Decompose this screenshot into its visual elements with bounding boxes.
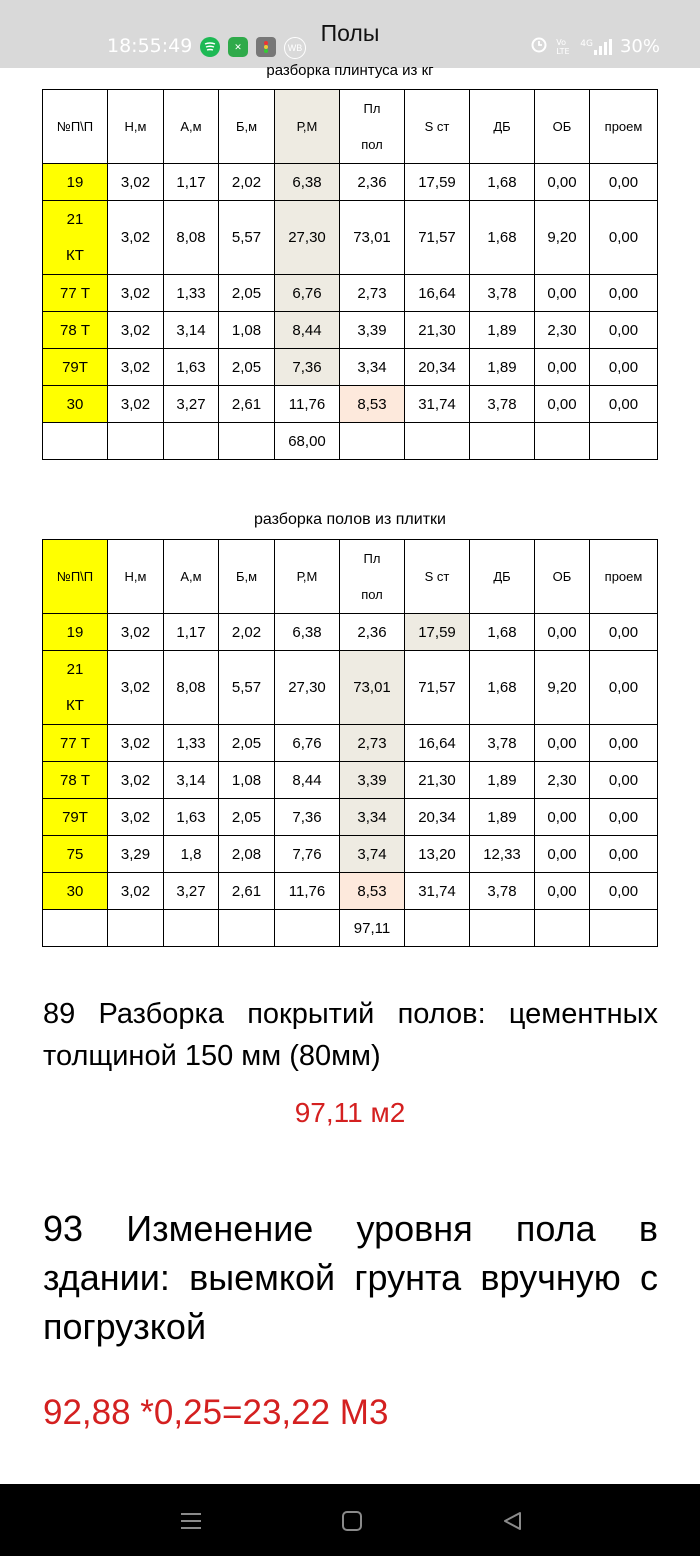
cell: 3,02 (108, 614, 164, 651)
table-row (43, 651, 658, 725)
cell: 21,30 (405, 762, 470, 799)
cell: 3,02 (108, 201, 164, 275)
cell: 0,00 (590, 762, 658, 799)
cell: 0,00 (535, 349, 590, 386)
cell: 3,02 (108, 164, 164, 201)
cell: 1,8 (164, 836, 219, 873)
room-cell: 79Т (43, 799, 108, 836)
cell (535, 910, 590, 947)
back-triangle-icon (501, 1510, 523, 1532)
item-93-result: 92,88 *0,25=23,22 М3 (43, 1393, 389, 1432)
cell: 3,39 (340, 312, 405, 349)
room-cell: 78 Т (43, 312, 108, 349)
cell: 1,63 (164, 799, 219, 836)
header-cell-text: Пл пол (361, 100, 383, 152)
cell: 73,01 (340, 651, 405, 725)
header-cell: А,м (164, 540, 219, 614)
cell: 6,76 (275, 275, 340, 312)
cell: 6,76 (275, 725, 340, 762)
cell (275, 910, 340, 947)
back-button[interactable] (497, 1506, 527, 1536)
cell: 0,00 (590, 201, 658, 275)
cell: 0,00 (535, 275, 590, 312)
room-cell: 30 (43, 386, 108, 423)
cell: 0,00 (590, 386, 658, 423)
page-title: Полы (320, 20, 380, 46)
header-cell: S ст (405, 90, 470, 164)
cell: 13,20 (405, 836, 470, 873)
table-header-row (43, 90, 658, 164)
cell: 2,05 (219, 725, 275, 762)
item-89-result: 97,11 м2 (294, 1097, 406, 1128)
cell: 3,39 (340, 762, 405, 799)
header-cell: ОБ (535, 540, 590, 614)
header-cell: S ст (405, 540, 470, 614)
volte-icon: Vo LTE (556, 37, 570, 56)
cell: 0,00 (535, 386, 590, 423)
cell (470, 423, 535, 460)
cell: 3,02 (108, 386, 164, 423)
cell: 1,89 (470, 312, 535, 349)
cell: 3,74 (340, 836, 405, 873)
cell: 3,14 (164, 762, 219, 799)
cell: 1,68 (470, 614, 535, 651)
cell: 0,00 (535, 873, 590, 910)
cell: 1,33 (164, 725, 219, 762)
cell: 3,27 (164, 873, 219, 910)
header-cell (340, 90, 405, 164)
cell: 2,08 (219, 836, 275, 873)
cell (590, 423, 658, 460)
table-row (43, 312, 658, 349)
cell: 6,38 (275, 164, 340, 201)
cell: 2,30 (535, 312, 590, 349)
cell (470, 910, 535, 947)
clock: 18:55:49 (107, 35, 193, 57)
header-cell: ДБ (470, 540, 535, 614)
cell: 0,00 (590, 164, 658, 201)
cell: 3,27 (164, 386, 219, 423)
cell: 8,44 (275, 762, 340, 799)
header-cell: Р,М (275, 540, 340, 614)
menu-icon (179, 1511, 203, 1531)
total-cell: 68,00 (275, 423, 340, 460)
cell (590, 910, 658, 947)
cell: 17,59 (405, 164, 470, 201)
header-cell: ОБ (535, 90, 590, 164)
cell: 2,30 (535, 762, 590, 799)
cell: 1,89 (470, 799, 535, 836)
cell: 17,59 (405, 614, 470, 651)
table-row (43, 762, 658, 799)
table-row (43, 164, 658, 201)
app-icon-green: ✕ (228, 37, 248, 57)
cell: 0,00 (535, 725, 590, 762)
cell: 2,36 (340, 614, 405, 651)
table-row (43, 386, 658, 423)
room-cell: 19 (43, 164, 108, 201)
recent-apps-button[interactable] (176, 1506, 206, 1536)
cell: 0,00 (590, 651, 658, 725)
cell (535, 423, 590, 460)
system-icons (530, 35, 660, 58)
cell (164, 910, 219, 947)
table-row (43, 799, 658, 836)
cell: 0,00 (590, 349, 658, 386)
room-cell: 30 (43, 873, 108, 910)
header-cell: Б,м (219, 540, 275, 614)
cell: 3,78 (470, 386, 535, 423)
header-cell: №П\П (43, 540, 108, 614)
room-cell: 79Т (43, 349, 108, 386)
cell: 2,73 (340, 275, 405, 312)
cell: 12,33 (470, 836, 535, 873)
header-cell: Р,М (275, 90, 340, 164)
room-cell: 78 Т (43, 762, 108, 799)
header-cell (340, 540, 405, 614)
cell (43, 910, 108, 947)
room-cell: 77 Т (43, 725, 108, 762)
table-row (43, 614, 658, 651)
table-row (43, 873, 658, 910)
cell: 31,74 (405, 386, 470, 423)
cell: 1,68 (470, 201, 535, 275)
cell: 0,00 (590, 275, 658, 312)
cell: 0,00 (535, 614, 590, 651)
cell: 3,78 (470, 275, 535, 312)
cell: 1,89 (470, 762, 535, 799)
cell: 2,05 (219, 349, 275, 386)
cell: 21,30 (405, 312, 470, 349)
total-cell: 97,11 (340, 910, 405, 947)
cell: 3,78 (470, 725, 535, 762)
room-cell: 19 (43, 614, 108, 651)
cell: 73,01 (340, 201, 405, 275)
cell: 0,00 (590, 873, 658, 910)
cell: 8,53 (340, 386, 405, 423)
cell: 11,76 (275, 873, 340, 910)
cell: 5,57 (219, 201, 275, 275)
cell: 6,38 (275, 614, 340, 651)
cell: 3,02 (108, 349, 164, 386)
header-cell-text: Пл пол (361, 550, 383, 602)
table-total-row (43, 423, 658, 460)
cell: 7,76 (275, 836, 340, 873)
cell: 20,34 (405, 799, 470, 836)
header-cell: проем (590, 540, 658, 614)
cell (219, 910, 275, 947)
cell (43, 423, 108, 460)
item-89-text: 89 Разборка покрытий полов: цементных толщиной 150 мм (80мм) (43, 998, 658, 1072)
cell: 9,20 (535, 201, 590, 275)
room-cell (43, 201, 108, 275)
cell: 3,02 (108, 651, 164, 725)
cell: 2,05 (219, 275, 275, 312)
cell: 71,57 (405, 201, 470, 275)
table-baseboard-demolition (42, 89, 658, 460)
header-cell: №П\П (43, 90, 108, 164)
signal-icon (580, 39, 612, 55)
cell: 2,02 (219, 614, 275, 651)
cell: 2,61 (219, 386, 275, 423)
cell: 1,17 (164, 164, 219, 201)
table-header-row (43, 540, 658, 614)
cell: 71,57 (405, 651, 470, 725)
cell: 0,00 (535, 836, 590, 873)
cell: 1,68 (470, 651, 535, 725)
cell (405, 423, 470, 460)
cell: 3,02 (108, 725, 164, 762)
header-cell: А,м (164, 90, 219, 164)
table-row (43, 275, 658, 312)
cell: 2,02 (219, 164, 275, 201)
table-row (43, 349, 658, 386)
table-tile-floor-demolition (42, 539, 658, 947)
battery-level: 30% (619, 36, 660, 57)
cell: 9,20 (535, 651, 590, 725)
cell: 1,17 (164, 614, 219, 651)
cell: 2,61 (219, 873, 275, 910)
cell: 3,34 (340, 799, 405, 836)
room-cell: 75 (43, 836, 108, 873)
cell (219, 423, 275, 460)
status-bar (0, 0, 700, 68)
cell: 2,05 (219, 799, 275, 836)
header-cell: Н,м (108, 90, 164, 164)
cell: 1,68 (470, 164, 535, 201)
table1-title: разборка плинтуса из кг (266, 62, 434, 79)
cell: 11,76 (275, 386, 340, 423)
table-row (43, 201, 658, 275)
cell: 8,44 (275, 312, 340, 349)
cell: 20,34 (405, 349, 470, 386)
cell: 3,34 (340, 349, 405, 386)
alarm-icon (530, 35, 548, 58)
cell (340, 423, 405, 460)
cell: 27,30 (275, 201, 340, 275)
cell: 0,00 (590, 725, 658, 762)
cell (405, 910, 470, 947)
room-cell-text: 21 КТ (66, 210, 84, 264)
square-icon (341, 1510, 363, 1532)
table2-title: разборка полов из плитки (254, 511, 446, 528)
cell: 3,02 (108, 275, 164, 312)
cell: 1,08 (219, 762, 275, 799)
cell: 31,74 (405, 873, 470, 910)
cell: 8,08 (164, 651, 219, 725)
room-cell: 77 Т (43, 275, 108, 312)
cell: 0,00 (535, 799, 590, 836)
cell: 7,36 (275, 349, 340, 386)
cell: 2,73 (340, 725, 405, 762)
cell: 0,00 (590, 836, 658, 873)
cell: 0,00 (590, 614, 658, 651)
cell: 16,64 (405, 725, 470, 762)
cell: 16,64 (405, 275, 470, 312)
navigation-bar (0, 1484, 700, 1556)
cell: 0,00 (590, 799, 658, 836)
cell: 0,00 (590, 312, 658, 349)
room-cell-text: 21 КТ (66, 660, 84, 714)
header-cell: Н,м (108, 540, 164, 614)
cell: 3,02 (108, 762, 164, 799)
cell: 1,89 (470, 349, 535, 386)
network-type: 4G (580, 38, 593, 49)
cell: 3,78 (470, 873, 535, 910)
table-row (43, 836, 658, 873)
wildberries-icon: WB (284, 37, 306, 59)
cell: 8,08 (164, 201, 219, 275)
cell: 1,08 (219, 312, 275, 349)
room-cell (43, 651, 108, 725)
cell: 27,30 (275, 651, 340, 725)
cell: 3,02 (108, 873, 164, 910)
cell: 2,36 (340, 164, 405, 201)
header-cell: Б,м (219, 90, 275, 164)
cell: 3,29 (108, 836, 164, 873)
cell: 7,36 (275, 799, 340, 836)
cell: 8,53 (340, 873, 405, 910)
home-button[interactable] (337, 1506, 367, 1536)
cell (164, 423, 219, 460)
cell: 0,00 (535, 164, 590, 201)
table-row (43, 725, 658, 762)
header-cell: проем (590, 90, 658, 164)
item-93-text: 93 Изменение уровня пола в здании: выемкой грунта вручную с погрузкой (43, 1208, 658, 1347)
cell (108, 910, 164, 947)
cell: 5,57 (219, 651, 275, 725)
cell (108, 423, 164, 460)
cell: 3,02 (108, 799, 164, 836)
cell: 1,33 (164, 275, 219, 312)
header-cell: ДБ (470, 90, 535, 164)
cell: 3,02 (108, 312, 164, 349)
cell: 3,14 (164, 312, 219, 349)
table-total-row (43, 910, 658, 947)
cell: 1,63 (164, 349, 219, 386)
